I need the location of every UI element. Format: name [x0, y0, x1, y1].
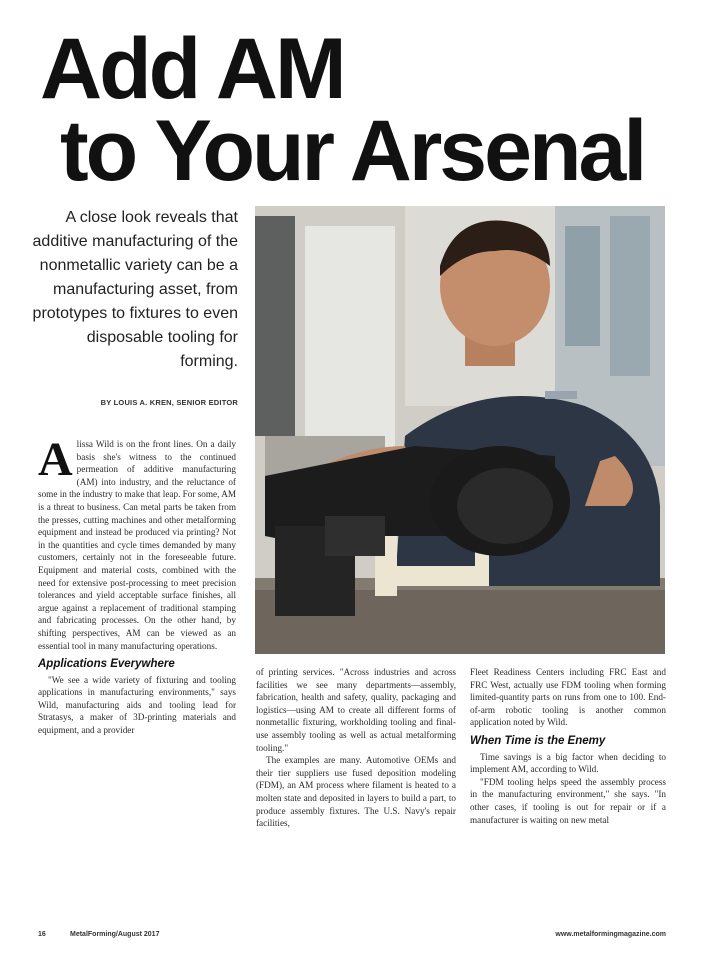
article-photo — [255, 206, 665, 654]
subhead-applications: Applications Everywhere — [38, 658, 175, 671]
drop-cap: A — [38, 433, 73, 486]
deck-text: A close look reveals that additive manufacturing of the nonmetallic variety can be a manufacturing asset, from prototypes to fixtures to even disposable tooling for forming. — [32, 209, 238, 370]
headline-line-1: Add AM — [40, 21, 344, 117]
headline-line-2: to Your Arsenal — [60, 103, 645, 199]
paragraph: Fleet Readiness Centers including FRC East and FRC West, actually use FDM tooling when forming limited-quantity parts on runs from one to 100. End-of-arm robotic tooling is another common application noted by Wild. — [470, 667, 666, 728]
paragraph: "We see a wide variety of fixturing and tooling applications in manufacturing environments," says Wild, manufacturing aids and tooling lead for Stratasys, a maker of 3D-printing materials and equipment, and a provider — [38, 674, 236, 736]
article-column-1 — [38, 433, 237, 737]
page-number: 16 — [38, 931, 46, 938]
article-column-3 — [470, 666, 666, 826]
website-url: www.metalformingmagazine.com — [555, 931, 666, 938]
paragraph: The examples are many. Automotive OEMs and their tier suppliers use fused deposition modeling (FDM), an AM process where filament is heated to a molten state and deposited in layers to build a part, to produce assembly fixtures. The U.S. Navy's repair facilities, — [256, 755, 456, 829]
subhead-time: When Time is the Enemy — [470, 734, 606, 747]
article-column-2 — [256, 666, 456, 830]
article-intro — [38, 433, 237, 652]
intro-text: lissa Wild is on the front lines. On a daily basis she's witness to the continued permeation of additive manufacturing (AM) into industry, and the reluctance of some in the industry to make that leap. For some, AM is a threat to business. Can metal parts be taken from the presses, cutting machines and other metalforming equipment and instead be produced via printing? Not in the quantities and cycle times demanded by many customers, certainly not in the foreseeable future. Equipment and material costs, combined with the need for extensive post-processing to meet precision tolerances and yield acceptable surface finishes, all argue against a replacement of traditional stamping and fabricating processes. On the other hand, by shifting perspectives, AM can be viewed as an essential tool in many manufacturing operations. — [38, 439, 237, 651]
paragraph: Time savings is a big factor when deciding to implement AM, according to Wild. — [470, 751, 666, 775]
paragraph: of printing services. "Across industries and across facilities we see many departments—assembly, fabrication, health and safety, quality, packaging and logistics—using AM to create all different forms of nonmetallic fixturing, workholding tooling and final-use assembly tooling as well as actual metalforming tooling." — [256, 667, 456, 753]
photo-illustration — [255, 206, 665, 654]
byline: BY LOUIS A. KREN, SENIOR EDITOR — [100, 398, 238, 407]
publication-info: MetalForming/August 2017 — [70, 931, 160, 938]
paragraph: "FDM tooling helps speed the assembly process in the manufacturing environment," she says. "In other cases, if tooling is out for repair or if a manufacturer is waiting on new metal — [470, 776, 666, 825]
